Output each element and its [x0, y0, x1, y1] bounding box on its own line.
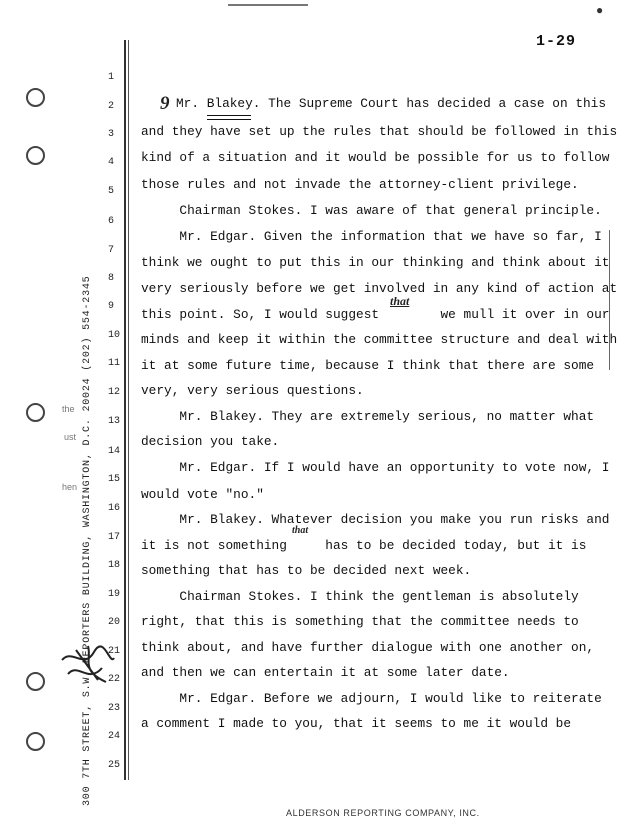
reporter-address: 300 7TH STREET, S.W. REPORTERS BUILDING, WASHINGTON, D.C. 20024 (202) 554-2345	[82, 275, 93, 806]
transcript-line: a comment I made to you, that it seems to me it would be	[141, 716, 572, 731]
corner-mark: ●	[596, 4, 604, 18]
line-number: 7	[108, 245, 115, 256]
handwritten-insert: that	[390, 294, 410, 308]
margin-smudge: hen	[62, 482, 78, 492]
handwritten-insert: that	[292, 525, 309, 536]
transcript-line: it at some future time, because I think that there are some	[141, 358, 595, 373]
binder-hole-icon	[26, 146, 45, 165]
line-number: 19	[108, 589, 121, 600]
transcript-line: think we ought to put this in our thinking and think about it	[141, 255, 610, 270]
line-number: 1	[108, 72, 115, 83]
transcript-line: those rules and not invade the attorney-client privilege.	[141, 177, 579, 192]
line-number: 25	[108, 760, 121, 771]
line-number: 9	[108, 301, 115, 312]
footer-company: ALDERSON REPORTING COMPANY, INC.	[286, 808, 480, 818]
transcript-line: Chairman Stokes. I think the gentleman is absolutely	[141, 589, 579, 604]
transcript-line: very, very serious questions.	[141, 383, 364, 398]
line-number: 3	[108, 129, 115, 140]
line-number: 11	[108, 358, 121, 369]
line-number: 8	[108, 273, 115, 284]
binder-hole-icon	[26, 88, 45, 107]
transcript-line: Chairman Stokes. I was aware of that general principle.	[141, 203, 602, 218]
transcript-line: right, that this is something that the committee needs to	[141, 614, 579, 629]
line-number: 20	[108, 617, 121, 628]
line-number: 18	[108, 560, 121, 571]
line-number: 14	[108, 446, 121, 457]
line-number: 6	[108, 216, 115, 227]
transcript-line: it is not something has to be decided today, but it is	[141, 538, 587, 553]
line-number: 17	[108, 532, 121, 543]
transcript-line: Mr. Edgar. If I would have an opportunity to vote now, I	[141, 460, 610, 475]
transcript-line: would vote "no."	[141, 487, 264, 502]
left-margin-rule-inner	[128, 40, 129, 780]
margin-smudge: ust	[64, 432, 77, 442]
line-number: 15	[108, 474, 121, 485]
line-number: 12	[108, 387, 121, 398]
paragraph-mark: 9	[160, 93, 170, 114]
binder-hole-icon	[26, 672, 45, 691]
transcript-line: Mr. Blakey. They are extremely serious, no matter what	[141, 409, 595, 424]
page-number: 1-29	[536, 33, 577, 50]
transcript-line: something that has to be decided next week.	[141, 563, 472, 578]
transcript-line: very seriously before we get involved in any kind of action at	[141, 281, 618, 296]
binder-hole-icon	[26, 403, 45, 422]
transcript-line: this point. So, I would suggest we mull it over in our	[141, 307, 610, 322]
transcript-line: Mr. Blakey. Whatever decision you make you run risks and	[141, 512, 610, 527]
blakey-underline	[207, 115, 251, 120]
line-number: 13	[108, 416, 121, 427]
transcript-line: and then we can entertain it at some later date.	[141, 665, 510, 680]
line-number: 5	[108, 186, 115, 197]
transcript-line: and they have set up the rules that should be followed in this	[141, 124, 618, 139]
binder-hole-icon	[26, 732, 45, 751]
line-number: 23	[108, 703, 121, 714]
line-number: 16	[108, 503, 121, 514]
transcript-line: minds and keep it within the committee structure and deal with	[141, 332, 618, 347]
transcript-line: Mr. Edgar. Given the information that we have so far, I	[141, 229, 602, 244]
transcript-line: decision you take.	[141, 434, 280, 449]
transcript-line: kind of a situation and it would be possible for us to follow	[141, 150, 610, 165]
right-margin-rule	[609, 230, 610, 370]
left-margin-rule	[124, 40, 126, 780]
line-number: 24	[108, 731, 121, 742]
transcript-line: think about, and have further dialogue with one another on,	[141, 640, 595, 655]
margin-scribble-icon	[58, 640, 118, 690]
margin-smudge: the	[62, 404, 75, 414]
top-rule	[228, 4, 308, 6]
line-number: 2	[108, 101, 115, 112]
line-number: 22	[108, 674, 121, 685]
transcript-line: Mr. Blakey. The Supreme Court has decided a case on this	[176, 96, 607, 111]
line-number: 4	[108, 157, 115, 168]
line-number: 10	[108, 330, 121, 341]
line-number: 21	[108, 646, 121, 657]
transcript-line: Mr. Edgar. Before we adjourn, I would like to reiterate	[141, 691, 602, 706]
